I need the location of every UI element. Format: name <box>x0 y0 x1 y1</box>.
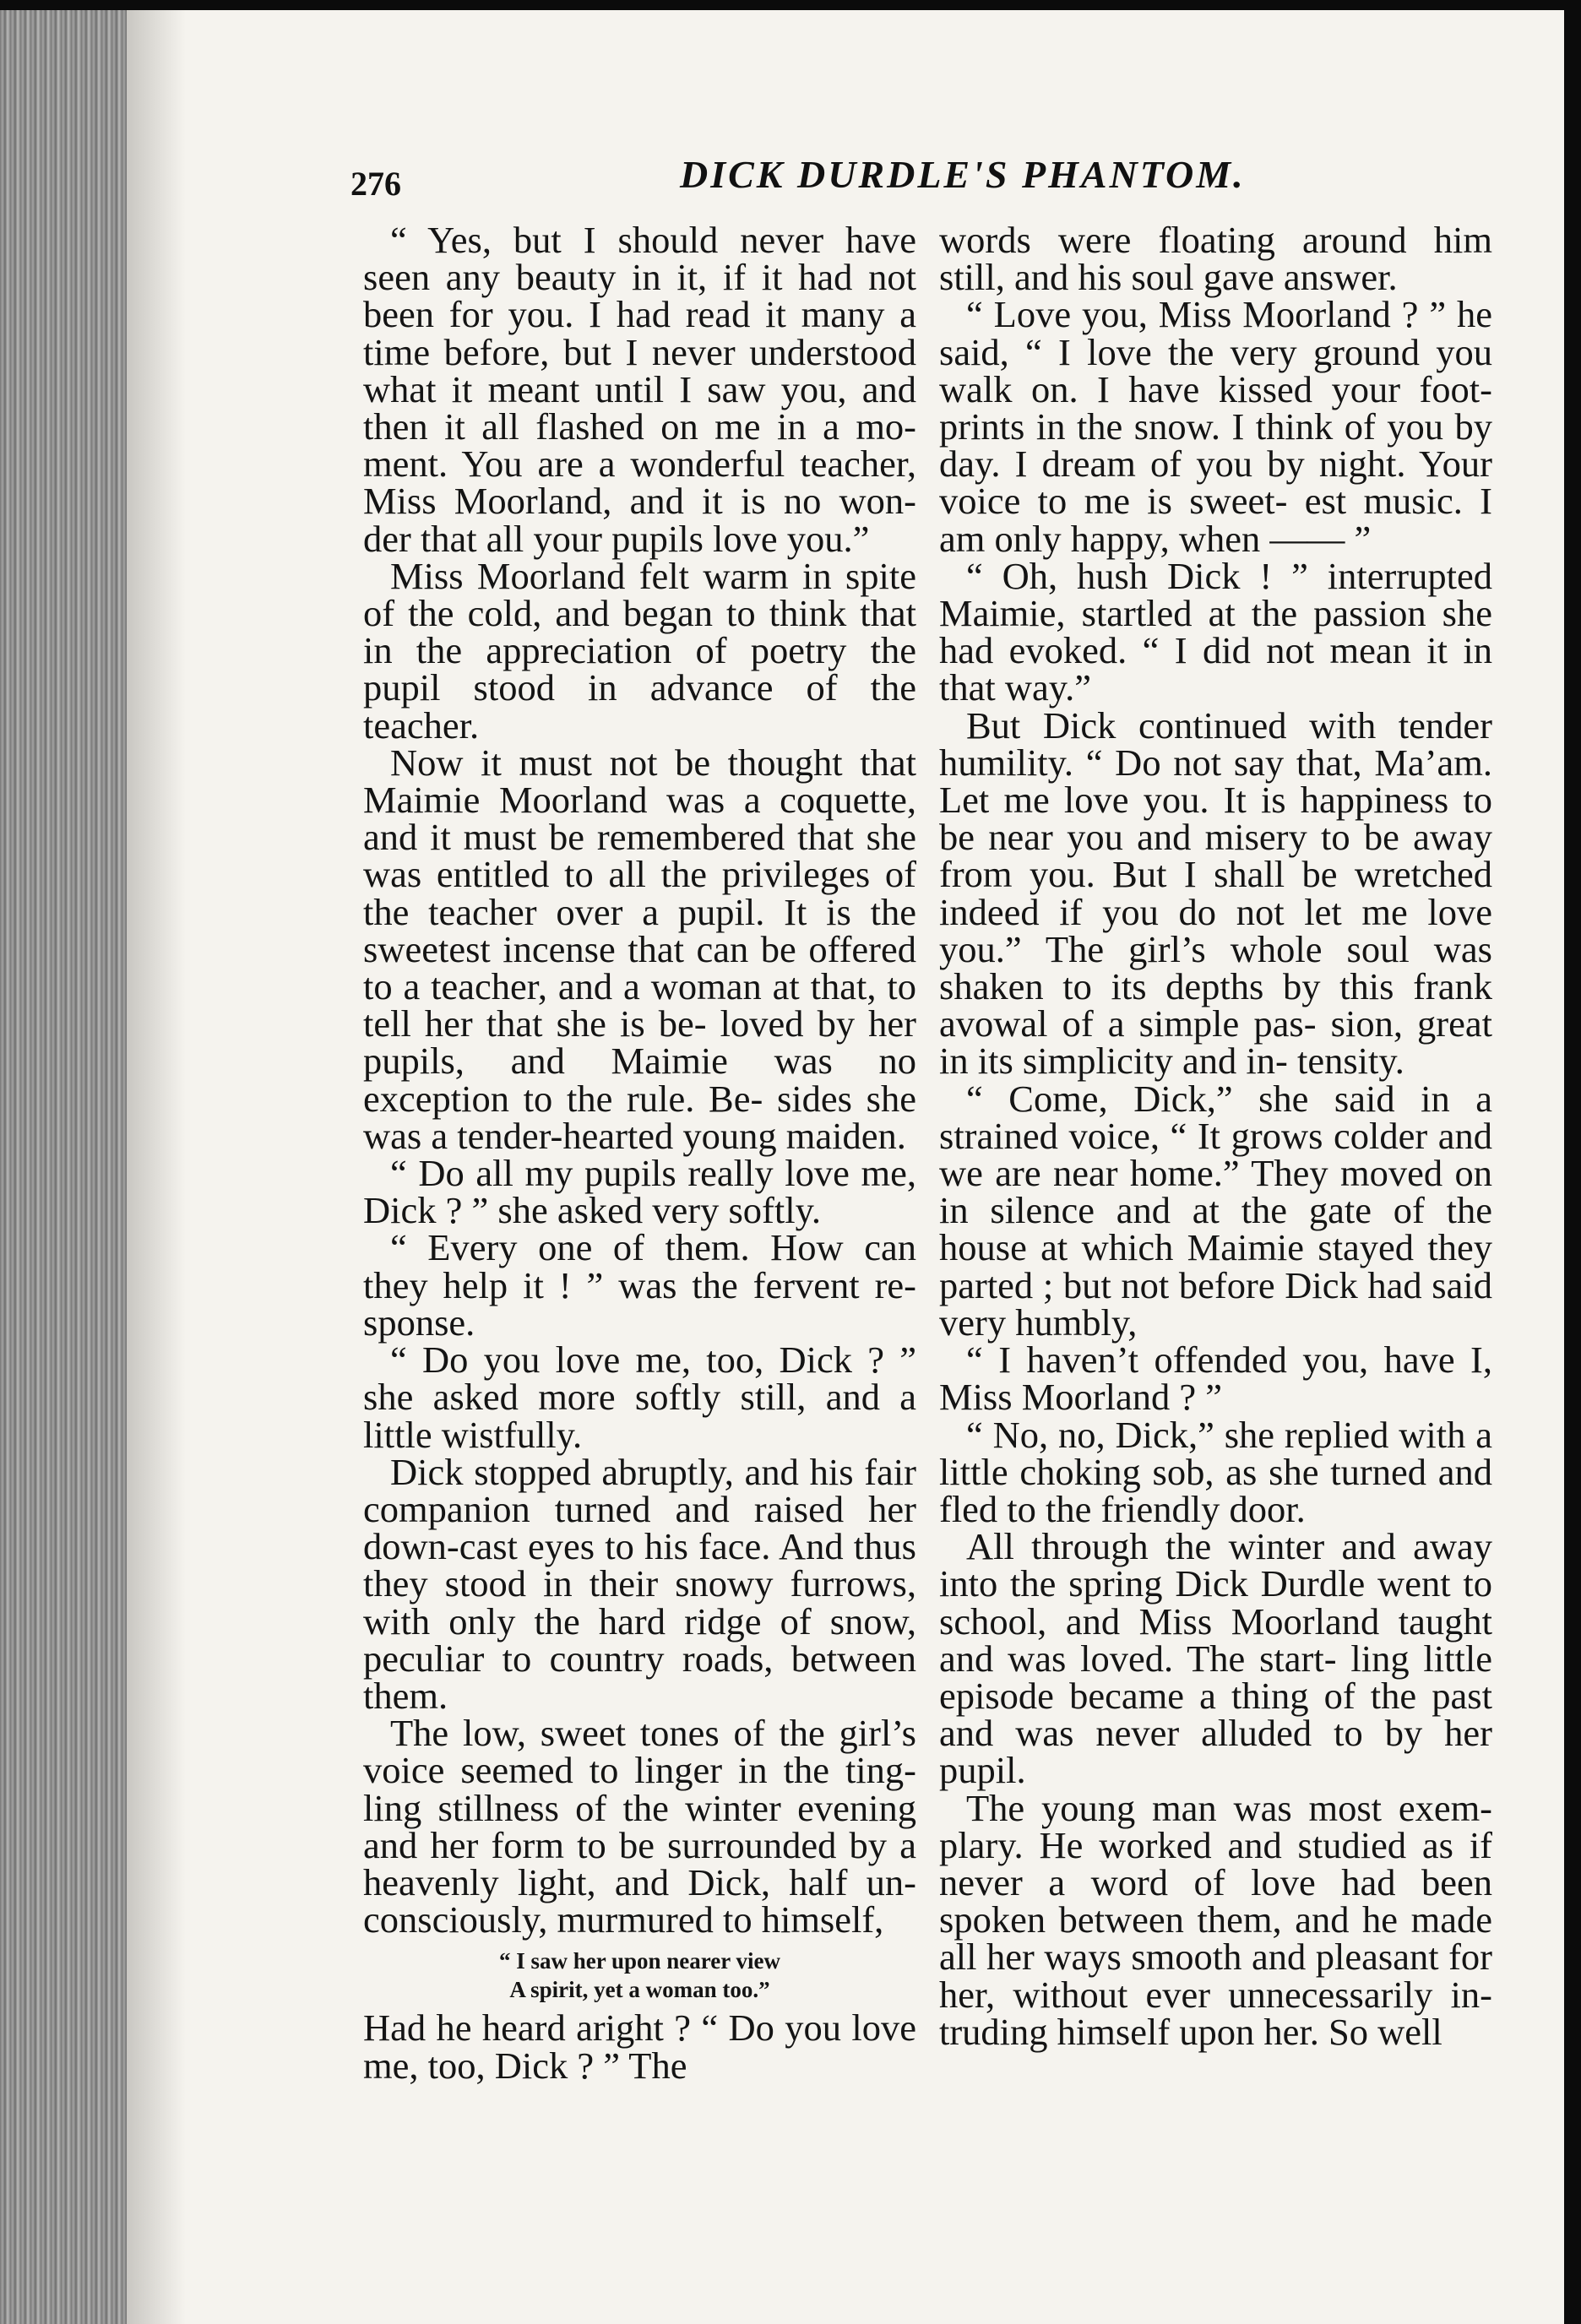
page-header <box>350 152 1474 203</box>
verse-line: A spirit, yet a woman too.” <box>509 1977 770 2003</box>
paragraph: “ Come, Dick,” she said in a strained voice, “ It grows colder and we are near home.” They moved on in silence and at the gate of the house at which Maimie stayed they parted ; but not before Dick had said very humbly, <box>939 1077 1492 1344</box>
paragraph: The low, sweet tones of the girl’s voice seemed to linger in the ting- ling stillness of the winter evening and her form to be surrounded by a heavenly light, and Dick, half un- consciously, murmured to himself, <box>363 1712 916 1941</box>
verse-line: “ I saw her upon nearer view <box>498 1948 781 1974</box>
right-column <box>939 219 1492 2053</box>
page-number: 276 <box>350 165 401 203</box>
gutter-shadow <box>127 10 186 2324</box>
left-column <box>363 219 916 2087</box>
book-gutter <box>0 10 127 2324</box>
paragraph: “ Every one of them. How can they help it ! ” was the fervent re- sponse. <box>363 1226 916 1344</box>
paragraph: Now it must not be thought that Maimie Moorland was a coquette, and it must be remembered that she was entitled to all the privileges of the teacher over a pupil. It is the sweetest incense that can be offered to a teacher, and a woman at that, to tell her that she is be- loved by her pupils, and Maimie was no exception to the rule. Be- sides she was a tender-hearted young maiden. <box>363 741 916 1157</box>
verse-quote <box>363 1947 916 2004</box>
paragraph: “ No, no, Dick,” she replied with a little choking sob, as she turned and fled to the friendly door. <box>939 1413 1492 1530</box>
paragraph: “ I haven’t offended you, have I, Miss Moorland ? ” <box>939 1338 1492 1419</box>
paragraph: Had he heard aright ? “ Do you love me, too, Dick ? ” The <box>363 2006 916 2087</box>
paragraph: But Dick continued with tender humility. “ Do not say that, Ma’am. Let me love you. It is happiness to be near you and misery to be away from you. But I shall be wretched indeed if you do not let me love you.” The girl’s whole soul was shaken to its depths by this frank avowal of a simple pas- sion, great in its simplicity and in- tensity. <box>939 703 1492 1083</box>
paragraph: “ Do you love me, too, Dick ? ” she asked more softly still, and a little wistfully. <box>363 1338 916 1456</box>
running-title: DICK DURDLE'S PHANTOM. <box>680 153 1246 196</box>
paragraph: The young man was most exem- plary. He worked and studied as if never a word of love had been spoken between them, and he made all her ways smooth and pleasant for her, without ever unnecessarily in- truding himself upon her. So well <box>939 1786 1492 2053</box>
paragraph: “ Yes, but I should never have seen any beauty in it, if it had not been for you. I had read it many a time before, but I never understood what it meant until I saw you, and then it all flashed on me in a mo- ment. You are a wonderful teacher, Miss Moorland, and it is no won- der that all your pupils love you.” <box>363 219 916 560</box>
paragraph: “ Do all my pupils really love me, Dick ? ” she asked very softly. <box>363 1152 916 1232</box>
paragraph: words were floating around him still, and his soul gave answer. <box>939 219 1492 299</box>
paragraph: “ Oh, hush Dick ! ” interrupted Maimie, startled at the passion she had evoked. “ I did not mean it in that way.” <box>939 554 1492 709</box>
paragraph: Dick stopped abruptly, and his fair companion turned and raised her down-cast eyes to his face. And thus they stood in their snowy furrows, with only the hard ridge of snow, peculiar to country roads, between them. <box>363 1450 916 1717</box>
paragraph: All through the winter and away into the spring Dick Durdle went to school, and Miss Moorland taught and was loved. The start- ling little episode became a thing of the past and was never alluded to by her pupil. <box>939 1525 1492 1792</box>
scan-border <box>1564 0 1581 2324</box>
paragraph: “ Love you, Miss Moorland ? ” he said, “ I love the very ground you walk on. I have kissed your foot-prints in the snow. I think of you by day. I dream of you by night. Your voice to me is sweet- est music. I am only happy, when —— ” <box>939 293 1492 560</box>
paragraph: Miss Moorland felt warm in spite of the cold, and began to think that in the appreciation of poetry the pupil stood in advance of the teacher. <box>363 554 916 747</box>
